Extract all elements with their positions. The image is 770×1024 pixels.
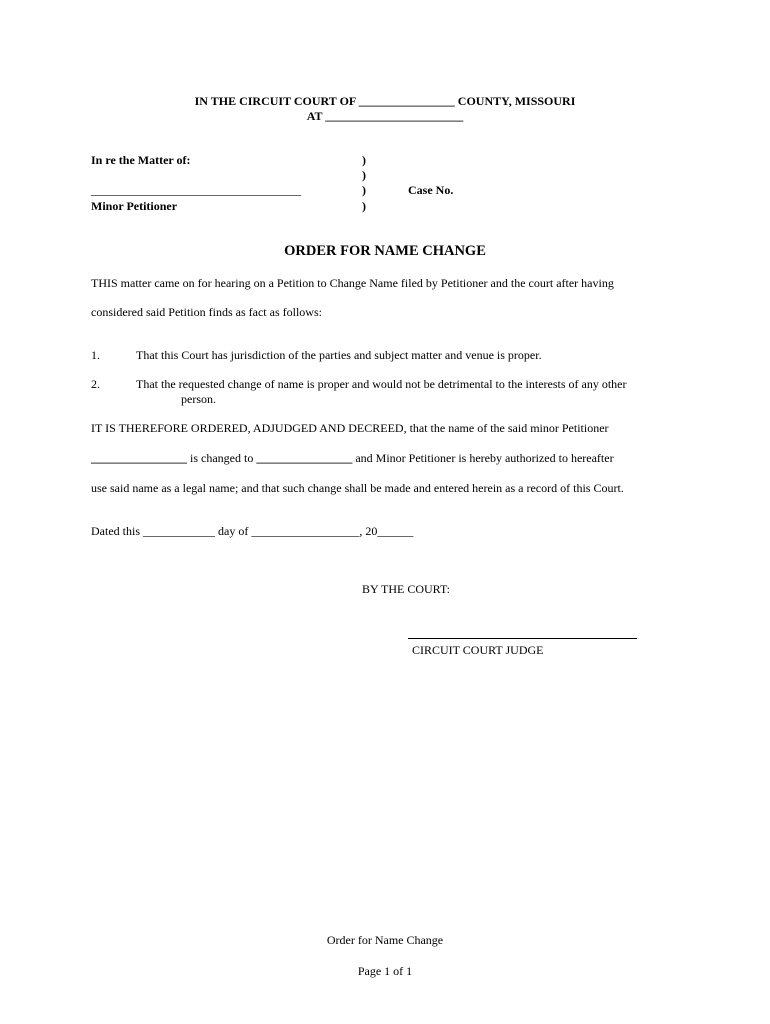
ordered-line-2 <box>91 451 614 465</box>
finding-text: That the requested change of name is proper and would not be detrimental to the interests of any other <box>136 377 627 391</box>
judge-signature-line <box>408 638 637 639</box>
judge-label: CIRCUIT COURT JUDGE <box>412 643 544 657</box>
ordered-line-2-end: and Minor Petitioner is hereby authorized to hereafter <box>352 451 614 465</box>
intro-line-2: considered said Petition finds as fact as follows: <box>91 305 322 319</box>
intro-line-1: THIS matter came on for hearing on a Petition to Change Name filed by Petitioner and the court after having <box>91 276 614 290</box>
finding-number: 2. <box>91 377 100 391</box>
finding-text: That this Court has jurisdiction of the parties and subject matter and venue is proper. <box>136 348 542 362</box>
ordered-line-1: IT IS THEREFORE ORDERED, ADJUDGED AND DECREED, that the name of the said minor Petitioner <box>91 421 609 435</box>
ordered-line-2-mid: is changed to <box>187 451 257 465</box>
footer-page-number: Page 1 of 1 <box>357 964 413 978</box>
new-name-blank: ________________ <box>256 451 353 465</box>
dated-line: Dated this ____________ day of __________________, 20______ <box>91 524 414 538</box>
old-name-blank: ________________ <box>91 451 187 465</box>
caption-paren: ) <box>362 183 366 197</box>
document-title: ORDER FOR NAME CHANGE <box>284 243 486 259</box>
caption-paren: ) <box>362 168 366 182</box>
ordered-line-3: use said name as a legal name; and that such change shall be made and entered herein as a record of this Court. <box>91 481 624 495</box>
in-re-label: In re the Matter of: <box>91 153 191 167</box>
by-the-court-label: BY THE COURT: <box>362 582 451 596</box>
caption-paren: ) <box>362 199 366 213</box>
footer-document-name: Order for Name Change <box>326 933 444 947</box>
case-number-label: Case No. <box>408 183 454 197</box>
minor-petitioner-label: Minor Petitioner <box>91 199 178 213</box>
court-header: IN THE CIRCUIT COURT OF ________________ COUNTY, MISSOURI <box>194 94 576 108</box>
caption-paren: ) <box>362 153 366 167</box>
finding-text-continued: person. <box>181 392 216 406</box>
court-location: AT _______________________ <box>306 109 464 123</box>
petitioner-name-blank: ___________________________________ <box>91 183 301 197</box>
finding-number: 1. <box>91 348 100 362</box>
